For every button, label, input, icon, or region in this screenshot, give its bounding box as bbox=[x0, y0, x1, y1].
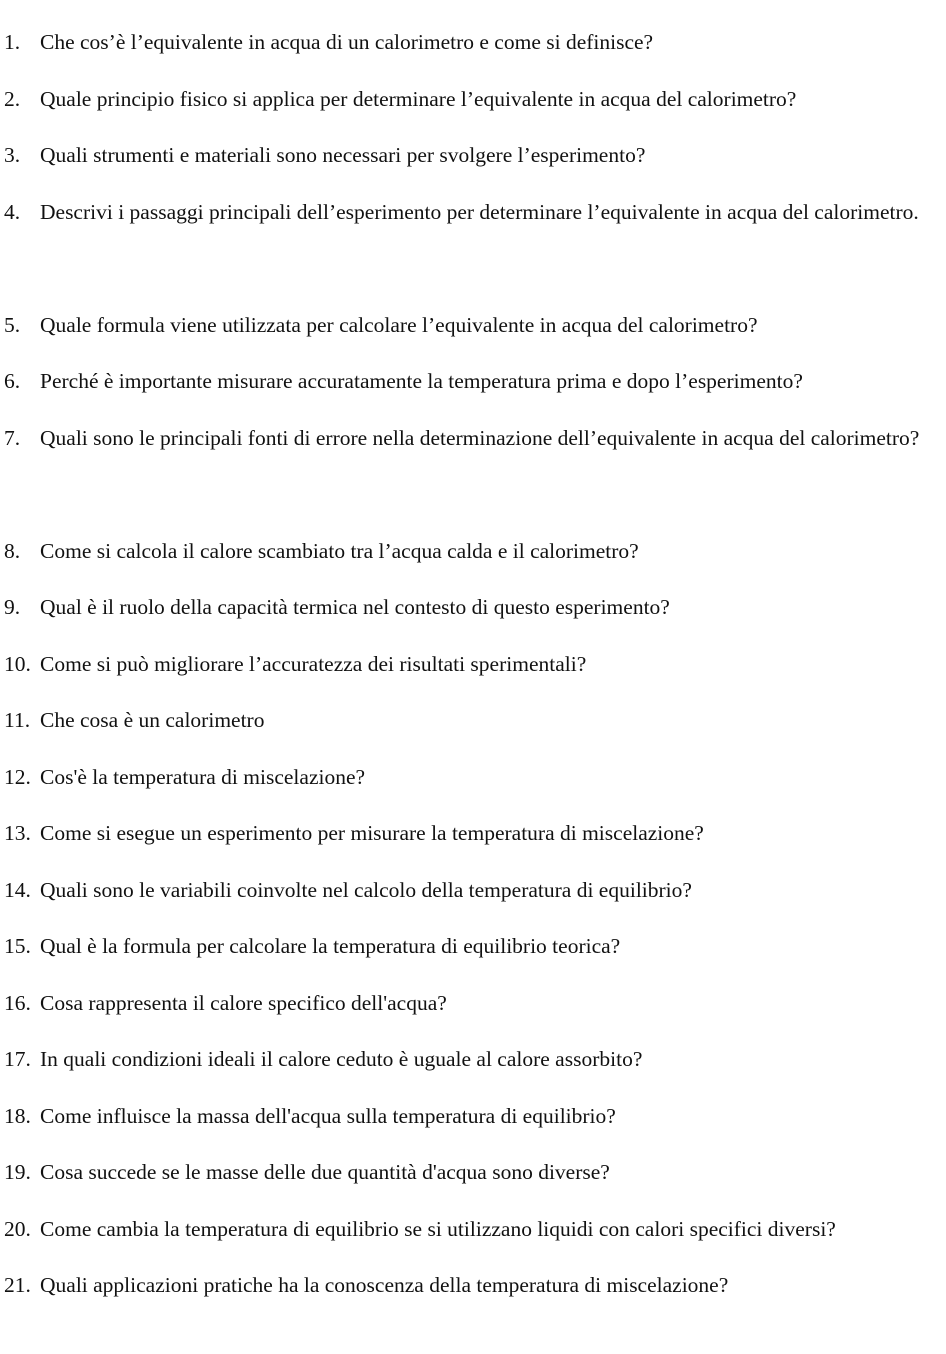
question-item bbox=[0, 184, 946, 297]
question-item bbox=[0, 353, 946, 410]
question-item bbox=[0, 579, 946, 636]
question-text: Quale formula viene utilizzata per calcolare l’equivalente in acqua del calorimetro? bbox=[40, 312, 758, 337]
question-item bbox=[0, 918, 946, 975]
question-text: Quali strumenti e materiali sono necessari per svolgere l’esperimento? bbox=[40, 143, 646, 167]
question-number: 12. bbox=[4, 764, 31, 789]
question-item bbox=[0, 636, 946, 693]
question-text: In quali condizioni ideali il calore ceduto è uguale al calore assorbito? bbox=[40, 1047, 643, 1071]
question-text: Qual è la formula per calcolare la temperatura di equilibrio teorica? bbox=[40, 934, 621, 958]
question-item bbox=[0, 862, 946, 919]
question-number: 5. bbox=[4, 312, 21, 337]
question-number: 14. bbox=[4, 877, 31, 902]
question-number: 2. bbox=[4, 86, 21, 111]
question-number: 7. bbox=[4, 425, 21, 450]
question-text: Come cambia la temperatura di equilibrio se si utilizzano liquidi con calori specifici diversi? bbox=[40, 1216, 836, 1241]
question-number: 13. bbox=[4, 821, 31, 845]
question-item bbox=[0, 975, 946, 1032]
question-item bbox=[0, 14, 946, 71]
question-text: Quali sono le variabili coinvolte nel calcolo della temperatura di equilibrio? bbox=[40, 877, 692, 902]
question-text: Come si esegue un esperimento per misurare la temperatura di miscelazione? bbox=[40, 821, 704, 845]
question-text: Perché è importante misurare accuratamente la temperatura prima e dopo l’esperimento? bbox=[40, 369, 803, 393]
question-item bbox=[0, 805, 946, 862]
question-item bbox=[0, 749, 946, 806]
question-list bbox=[0, 14, 946, 1314]
question-text: Cosa succede se le masse delle due quantità d'acqua sono diverse? bbox=[40, 1160, 610, 1184]
question-number: 3. bbox=[4, 143, 21, 167]
question-item bbox=[0, 692, 946, 749]
question-number: 10. bbox=[4, 651, 31, 676]
question-item bbox=[0, 297, 946, 354]
question-item bbox=[0, 1088, 946, 1145]
question-item bbox=[0, 1257, 946, 1314]
question-number: 17. bbox=[4, 1047, 31, 1071]
question-number: 20. bbox=[4, 1216, 31, 1241]
question-number: 16. bbox=[4, 990, 31, 1015]
question-number: 9. bbox=[4, 595, 21, 619]
question-text: Che cos’è l’equivalente in acqua di un calorimetro e come si definisce? bbox=[40, 30, 654, 54]
question-number: 1. bbox=[4, 30, 21, 54]
question-number: 11. bbox=[4, 708, 31, 732]
question-number: 21. bbox=[4, 1273, 31, 1297]
question-text: Quale principio fisico si applica per determinare l’equivalente in acqua del calorimetro? bbox=[40, 86, 797, 111]
question-text: Come si può migliorare l’accuratezza dei risultati sperimentali? bbox=[40, 651, 587, 676]
question-number: 6. bbox=[4, 369, 21, 393]
question-item bbox=[0, 410, 946, 523]
question-item bbox=[0, 127, 946, 184]
question-text: Cos'è la temperatura di miscelazione? bbox=[40, 764, 366, 789]
question-item bbox=[0, 71, 946, 128]
question-item bbox=[0, 1201, 946, 1258]
question-item bbox=[0, 523, 946, 580]
question-text: Cosa rappresenta il calore specifico dell'acqua? bbox=[40, 990, 447, 1015]
question-number: 4. bbox=[4, 199, 21, 224]
question-number: 8. bbox=[4, 538, 21, 563]
question-number: 19. bbox=[4, 1160, 31, 1184]
question-text: Quali applicazioni pratiche ha la conoscenza della temperatura di miscelazione? bbox=[40, 1273, 729, 1297]
question-text: Come si calcola il calore scambiato tra l’acqua calda e il calorimetro? bbox=[40, 538, 639, 563]
question-item bbox=[0, 1144, 946, 1201]
question-text: Qual è il ruolo della capacità termica nel contesto di questo esperimento? bbox=[40, 595, 670, 619]
question-text: Come influisce la massa dell'acqua sulla temperatura di equilibrio? bbox=[40, 1103, 616, 1128]
question-number: 18. bbox=[4, 1103, 31, 1128]
question-number: 15. bbox=[4, 934, 31, 958]
question-text: Descrivi i passaggi principali dell’esperimento per determinare l’equivalente in acqua del calorimetro. bbox=[40, 199, 919, 224]
question-text: Che cosa è un calorimetro bbox=[40, 708, 265, 732]
question-item bbox=[0, 1031, 946, 1088]
question-text: Quali sono le principali fonti di errore nella determinazione dell’equivalente in acqua del calorimetro? bbox=[40, 425, 920, 450]
